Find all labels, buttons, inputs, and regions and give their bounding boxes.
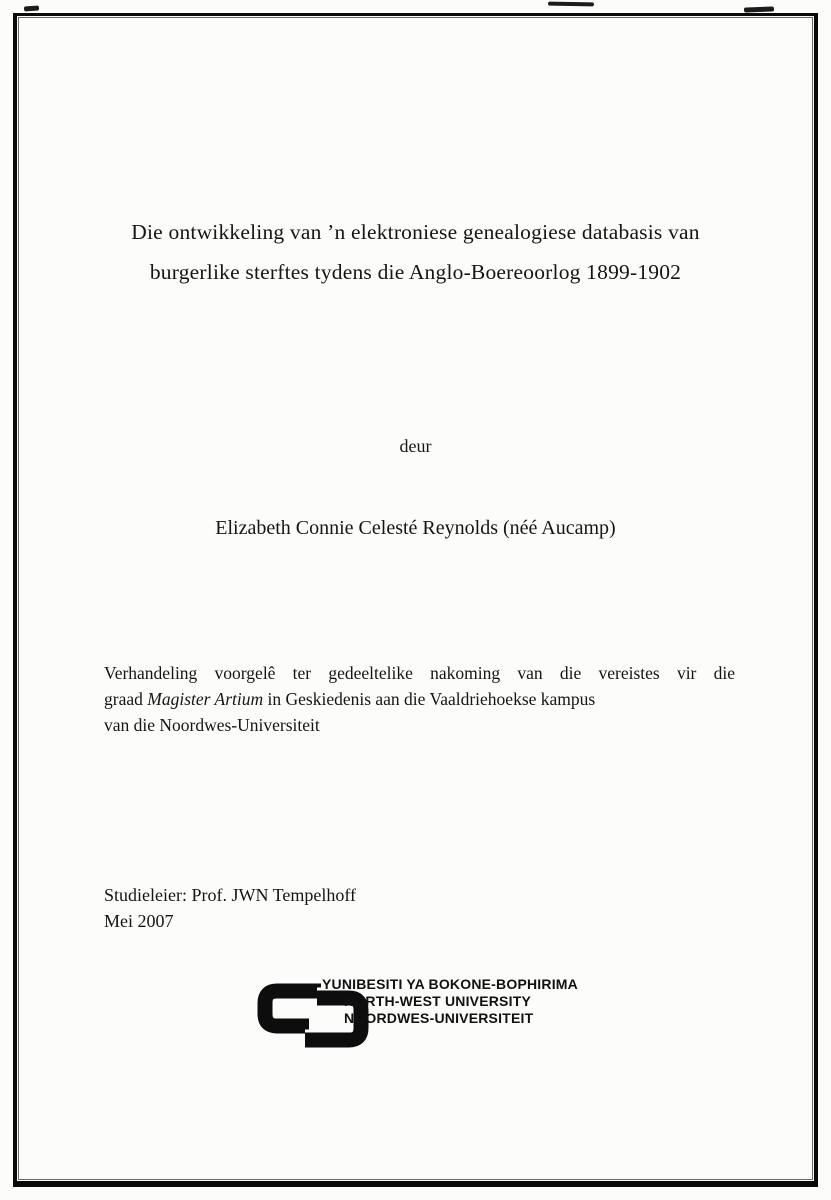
logo-line-english: NORTH-WEST UNIVERSITY [344, 993, 531, 1009]
degree-statement-line-3: van die Noordwes-Universiteit [104, 715, 320, 735]
thesis-title-line-2: burgerlike sterftes tydens die Anglo-Boereoorlog 1899-1902 [149, 260, 682, 284]
logo-line-afrikaans: NOORDWES-UNIVERSITEIT [344, 1010, 534, 1026]
degree-statement-line-2-pre: graad [104, 689, 148, 709]
degree-statement-line-2 [104, 686, 735, 712]
thesis-title [60, 212, 771, 292]
logo-line-setswana: YUNIBESITI YA BOKONE-BOPHIRIMA [322, 976, 578, 992]
university-logo-text [322, 976, 578, 1027]
supervisor-block [104, 882, 356, 934]
scan-artifact-speck [24, 5, 39, 11]
byline-label: deur [399, 436, 432, 456]
supervisor-line: Studieleier: Prof. JWN Tempelhoff [104, 885, 357, 905]
thesis-title-line-1: Die ontwikkeling van ’n elektroniese genealogiese databasis van [131, 220, 700, 244]
degree-name-italic: Magister Artium [147, 689, 264, 709]
degree-statement [104, 660, 735, 738]
scan-artifact-speck [744, 6, 774, 12]
degree-statement-line-2-post: in Geskiedenis aan die Vaaldriehoekse kampus [263, 689, 596, 709]
date-line: Mei 2007 [104, 911, 174, 931]
scan-artifact-speck [548, 2, 594, 7]
author-name: Elizabeth Connie Celesté Reynolds (néé Aucamp) [215, 517, 616, 539]
degree-statement-line-1: Verhandeling voorgelê ter gedeeltelike nakoming van die vereistes vir die [104, 663, 735, 683]
